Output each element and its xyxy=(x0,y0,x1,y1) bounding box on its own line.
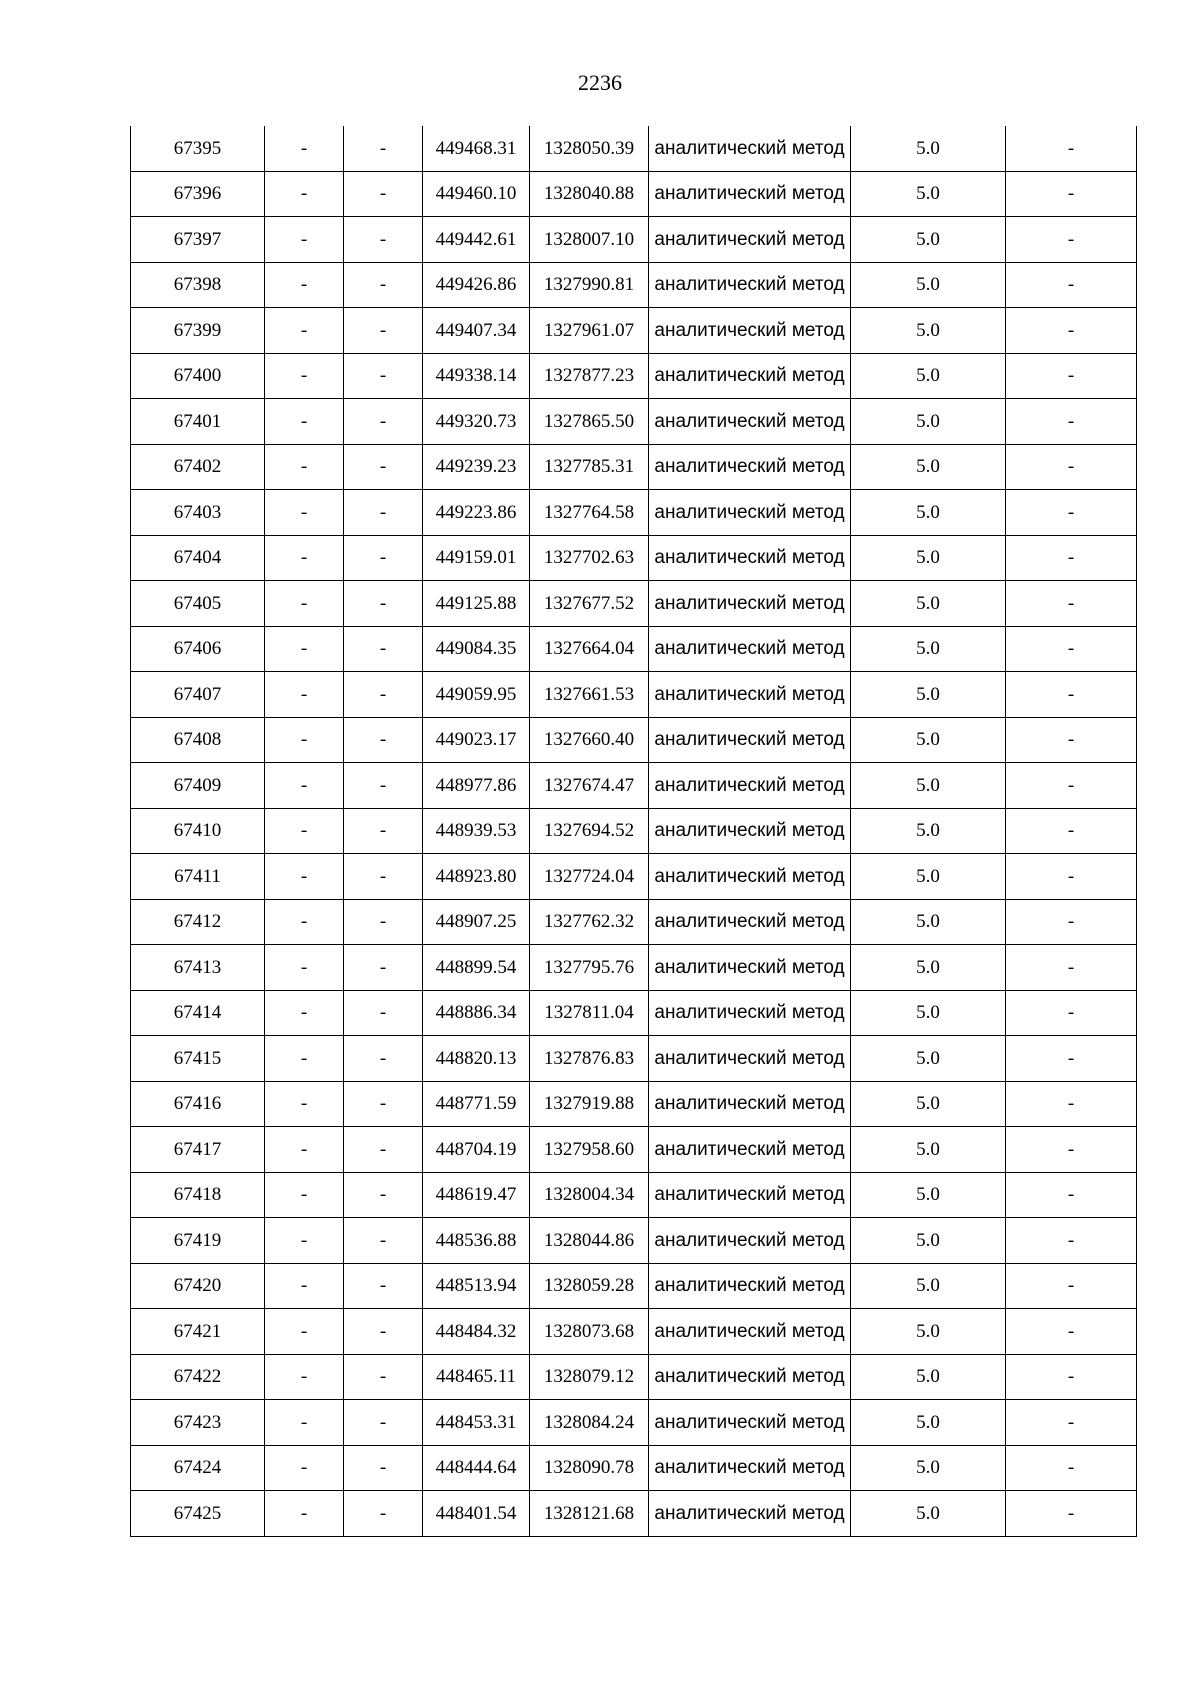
method-cell: аналитический метод xyxy=(649,1081,851,1127)
dash-cell-a: - xyxy=(265,581,344,627)
table-row xyxy=(131,717,1137,763)
note-cell: - xyxy=(1006,217,1137,263)
precision-cell: 5.0 xyxy=(851,1309,1006,1355)
note-cell: - xyxy=(1006,171,1137,217)
point-number-cell: 67400 xyxy=(131,353,265,399)
point-number-cell: 67424 xyxy=(131,1445,265,1491)
dash-cell-a: - xyxy=(265,262,344,308)
y-coordinate-cell: 1327795.76 xyxy=(530,945,649,991)
y-coordinate-cell: 1328121.68 xyxy=(530,1491,649,1537)
method-cell: аналитический метод xyxy=(649,626,851,672)
method-cell: аналитический метод xyxy=(649,353,851,399)
dash-cell-a: - xyxy=(265,1309,344,1355)
table-row xyxy=(131,171,1137,217)
x-coordinate-cell: 449023.17 xyxy=(423,717,530,763)
dash-cell-a: - xyxy=(265,717,344,763)
y-coordinate-cell: 1327660.40 xyxy=(530,717,649,763)
y-coordinate-cell: 1328050.39 xyxy=(530,126,649,171)
point-number-cell: 67402 xyxy=(131,444,265,490)
method-cell: аналитический метод xyxy=(649,1263,851,1309)
precision-cell: 5.0 xyxy=(851,626,1006,672)
note-cell: - xyxy=(1006,1309,1137,1355)
x-coordinate-cell: 449426.86 xyxy=(423,262,530,308)
dash-cell-b: - xyxy=(344,353,423,399)
dash-cell-b: - xyxy=(344,1491,423,1537)
dash-cell-a: - xyxy=(265,1036,344,1082)
method-cell: аналитический метод xyxy=(649,945,851,991)
y-coordinate-cell: 1328073.68 xyxy=(530,1309,649,1355)
note-cell: - xyxy=(1006,808,1137,854)
dash-cell-a: - xyxy=(265,808,344,854)
y-coordinate-cell: 1327785.31 xyxy=(530,444,649,490)
dash-cell-b: - xyxy=(344,1400,423,1446)
precision-cell: 5.0 xyxy=(851,1172,1006,1218)
table-row xyxy=(131,1445,1137,1491)
note-cell: - xyxy=(1006,1354,1137,1400)
y-coordinate-cell: 1327661.53 xyxy=(530,672,649,718)
dash-cell-a: - xyxy=(265,399,344,445)
y-coordinate-cell: 1328004.34 xyxy=(530,1172,649,1218)
point-number-cell: 67408 xyxy=(131,717,265,763)
precision-cell: 5.0 xyxy=(851,1263,1006,1309)
method-cell: аналитический метод xyxy=(649,672,851,718)
method-cell: аналитический метод xyxy=(649,262,851,308)
note-cell: - xyxy=(1006,1172,1137,1218)
note-cell: - xyxy=(1006,763,1137,809)
method-cell: аналитический метод xyxy=(649,444,851,490)
note-cell: - xyxy=(1006,444,1137,490)
method-cell: аналитический метод xyxy=(649,581,851,627)
page-number: 2236 xyxy=(578,70,622,95)
x-coordinate-cell: 449407.34 xyxy=(423,308,530,354)
method-cell: аналитический метод xyxy=(649,1491,851,1537)
precision-cell: 5.0 xyxy=(851,581,1006,627)
note-cell: - xyxy=(1006,581,1137,627)
precision-cell: 5.0 xyxy=(851,353,1006,399)
method-cell: аналитический метод xyxy=(649,1127,851,1173)
table-row xyxy=(131,990,1137,1036)
dash-cell-b: - xyxy=(344,854,423,900)
dash-cell-a: - xyxy=(265,626,344,672)
precision-cell: 5.0 xyxy=(851,1400,1006,1446)
x-coordinate-cell: 448619.47 xyxy=(423,1172,530,1218)
coordinates-table xyxy=(130,126,1137,1537)
table-row xyxy=(131,308,1137,354)
y-coordinate-cell: 1327990.81 xyxy=(530,262,649,308)
method-cell: аналитический метод xyxy=(649,490,851,536)
note-cell: - xyxy=(1006,945,1137,991)
dash-cell-a: - xyxy=(265,308,344,354)
table-row xyxy=(131,490,1137,536)
dash-cell-b: - xyxy=(344,217,423,263)
x-coordinate-cell: 448453.31 xyxy=(423,1400,530,1446)
precision-cell: 5.0 xyxy=(851,1445,1006,1491)
method-cell: аналитический метод xyxy=(649,854,851,900)
y-coordinate-cell: 1327876.83 xyxy=(530,1036,649,1082)
x-coordinate-cell: 449239.23 xyxy=(423,444,530,490)
y-coordinate-cell: 1327664.04 xyxy=(530,626,649,672)
table-row xyxy=(131,1309,1137,1355)
y-coordinate-cell: 1327865.50 xyxy=(530,399,649,445)
y-coordinate-cell: 1328084.24 xyxy=(530,1400,649,1446)
note-cell: - xyxy=(1006,1263,1137,1309)
y-coordinate-cell: 1328044.86 xyxy=(530,1218,649,1264)
precision-cell: 5.0 xyxy=(851,126,1006,171)
dash-cell-a: - xyxy=(265,490,344,536)
y-coordinate-cell: 1327702.63 xyxy=(530,535,649,581)
y-coordinate-cell: 1327674.47 xyxy=(530,763,649,809)
x-coordinate-cell: 448907.25 xyxy=(423,899,530,945)
x-coordinate-cell: 448886.34 xyxy=(423,990,530,1036)
method-cell: аналитический метод xyxy=(649,717,851,763)
note-cell: - xyxy=(1006,353,1137,399)
point-number-cell: 67413 xyxy=(131,945,265,991)
y-coordinate-cell: 1327811.04 xyxy=(530,990,649,1036)
precision-cell: 5.0 xyxy=(851,1491,1006,1537)
note-cell: - xyxy=(1006,1218,1137,1264)
table-row xyxy=(131,808,1137,854)
precision-cell: 5.0 xyxy=(851,171,1006,217)
x-coordinate-cell: 448771.59 xyxy=(423,1081,530,1127)
precision-cell: 5.0 xyxy=(851,444,1006,490)
note-cell: - xyxy=(1006,990,1137,1036)
method-cell: аналитический метод xyxy=(649,1036,851,1082)
dash-cell-a: - xyxy=(265,854,344,900)
note-cell: - xyxy=(1006,1036,1137,1082)
method-cell: аналитический метод xyxy=(649,171,851,217)
point-number-cell: 67397 xyxy=(131,217,265,263)
table-row xyxy=(131,1218,1137,1264)
table-row xyxy=(131,626,1137,672)
dash-cell-a: - xyxy=(265,763,344,809)
point-number-cell: 67419 xyxy=(131,1218,265,1264)
y-coordinate-cell: 1328040.88 xyxy=(530,171,649,217)
x-coordinate-cell: 448820.13 xyxy=(423,1036,530,1082)
point-number-cell: 67422 xyxy=(131,1354,265,1400)
dash-cell-a: - xyxy=(265,444,344,490)
dash-cell-b: - xyxy=(344,535,423,581)
note-cell: - xyxy=(1006,717,1137,763)
point-number-cell: 67395 xyxy=(131,126,265,171)
dash-cell-a: - xyxy=(265,1218,344,1264)
x-coordinate-cell: 449125.88 xyxy=(423,581,530,627)
point-number-cell: 67415 xyxy=(131,1036,265,1082)
y-coordinate-cell: 1327762.32 xyxy=(530,899,649,945)
dash-cell-b: - xyxy=(344,171,423,217)
table-row xyxy=(131,399,1137,445)
note-cell: - xyxy=(1006,490,1137,536)
x-coordinate-cell: 449159.01 xyxy=(423,535,530,581)
dash-cell-b: - xyxy=(344,399,423,445)
dash-cell-b: - xyxy=(344,126,423,171)
dash-cell-b: - xyxy=(344,945,423,991)
precision-cell: 5.0 xyxy=(851,262,1006,308)
x-coordinate-cell: 448923.80 xyxy=(423,854,530,900)
y-coordinate-cell: 1328079.12 xyxy=(530,1354,649,1400)
note-cell: - xyxy=(1006,262,1137,308)
dash-cell-a: - xyxy=(265,353,344,399)
method-cell: аналитический метод xyxy=(649,308,851,354)
x-coordinate-cell: 449442.61 xyxy=(423,217,530,263)
method-cell: аналитический метод xyxy=(649,990,851,1036)
dash-cell-b: - xyxy=(344,626,423,672)
point-number-cell: 67425 xyxy=(131,1491,265,1537)
table-row xyxy=(131,854,1137,900)
point-number-cell: 67405 xyxy=(131,581,265,627)
note-cell: - xyxy=(1006,1127,1137,1173)
dash-cell-b: - xyxy=(344,581,423,627)
table-row xyxy=(131,217,1137,263)
point-number-cell: 67423 xyxy=(131,1400,265,1446)
table-row xyxy=(131,1491,1137,1537)
dash-cell-b: - xyxy=(344,1172,423,1218)
y-coordinate-cell: 1327958.60 xyxy=(530,1127,649,1173)
precision-cell: 5.0 xyxy=(851,535,1006,581)
note-cell: - xyxy=(1006,126,1137,171)
dash-cell-b: - xyxy=(344,717,423,763)
precision-cell: 5.0 xyxy=(851,808,1006,854)
point-number-cell: 67406 xyxy=(131,626,265,672)
table-row xyxy=(131,262,1137,308)
method-cell: аналитический метод xyxy=(649,126,851,171)
dash-cell-b: - xyxy=(344,1309,423,1355)
x-coordinate-cell: 448536.88 xyxy=(423,1218,530,1264)
precision-cell: 5.0 xyxy=(851,1127,1006,1173)
note-cell: - xyxy=(1006,899,1137,945)
precision-cell: 5.0 xyxy=(851,217,1006,263)
point-number-cell: 67417 xyxy=(131,1127,265,1173)
dash-cell-a: - xyxy=(265,171,344,217)
method-cell: аналитический метод xyxy=(649,217,851,263)
point-number-cell: 67421 xyxy=(131,1309,265,1355)
table-row xyxy=(131,1127,1137,1173)
dash-cell-b: - xyxy=(344,308,423,354)
dash-cell-b: - xyxy=(344,444,423,490)
point-number-cell: 67401 xyxy=(131,399,265,445)
point-number-cell: 67411 xyxy=(131,854,265,900)
x-coordinate-cell: 448401.54 xyxy=(423,1491,530,1537)
method-cell: аналитический метод xyxy=(649,763,851,809)
dash-cell-a: - xyxy=(265,1445,344,1491)
precision-cell: 5.0 xyxy=(851,990,1006,1036)
point-number-cell: 67398 xyxy=(131,262,265,308)
x-coordinate-cell: 449338.14 xyxy=(423,353,530,399)
x-coordinate-cell: 448444.64 xyxy=(423,1445,530,1491)
note-cell: - xyxy=(1006,535,1137,581)
table-row xyxy=(131,763,1137,809)
table-row xyxy=(131,1036,1137,1082)
precision-cell: 5.0 xyxy=(851,854,1006,900)
point-number-cell: 67410 xyxy=(131,808,265,854)
note-cell: - xyxy=(1006,1400,1137,1446)
dash-cell-a: - xyxy=(265,990,344,1036)
precision-cell: 5.0 xyxy=(851,1036,1006,1082)
dash-cell-a: - xyxy=(265,1081,344,1127)
x-coordinate-cell: 449084.35 xyxy=(423,626,530,672)
table-body xyxy=(131,126,1137,1536)
dash-cell-a: - xyxy=(265,126,344,171)
dash-cell-a: - xyxy=(265,1263,344,1309)
table-row xyxy=(131,1172,1137,1218)
y-coordinate-cell: 1328007.10 xyxy=(530,217,649,263)
x-coordinate-cell: 449460.10 xyxy=(423,171,530,217)
point-number-cell: 67420 xyxy=(131,1263,265,1309)
table-row xyxy=(131,672,1137,718)
dash-cell-b: - xyxy=(344,1218,423,1264)
y-coordinate-cell: 1327764.58 xyxy=(530,490,649,536)
dash-cell-b: - xyxy=(344,1127,423,1173)
note-cell: - xyxy=(1006,672,1137,718)
note-cell: - xyxy=(1006,308,1137,354)
method-cell: аналитический метод xyxy=(649,1309,851,1355)
precision-cell: 5.0 xyxy=(851,1081,1006,1127)
dash-cell-a: - xyxy=(265,1127,344,1173)
x-coordinate-cell: 449223.86 xyxy=(423,490,530,536)
dash-cell-b: - xyxy=(344,262,423,308)
dash-cell-b: - xyxy=(344,1445,423,1491)
y-coordinate-cell: 1328090.78 xyxy=(530,1445,649,1491)
y-coordinate-cell: 1327724.04 xyxy=(530,854,649,900)
precision-cell: 5.0 xyxy=(851,1218,1006,1264)
method-cell: аналитический метод xyxy=(649,1445,851,1491)
table-row xyxy=(131,353,1137,399)
dash-cell-a: - xyxy=(265,945,344,991)
method-cell: аналитический метод xyxy=(649,899,851,945)
dash-cell-b: - xyxy=(344,899,423,945)
point-number-cell: 67414 xyxy=(131,990,265,1036)
table-row xyxy=(131,945,1137,991)
method-cell: аналитический метод xyxy=(649,1400,851,1446)
x-coordinate-cell: 448977.86 xyxy=(423,763,530,809)
dash-cell-b: - xyxy=(344,1081,423,1127)
y-coordinate-cell: 1327961.07 xyxy=(530,308,649,354)
x-coordinate-cell: 449320.73 xyxy=(423,399,530,445)
x-coordinate-cell: 449059.95 xyxy=(423,672,530,718)
point-number-cell: 67399 xyxy=(131,308,265,354)
dash-cell-a: - xyxy=(265,1354,344,1400)
dash-cell-b: - xyxy=(344,490,423,536)
precision-cell: 5.0 xyxy=(851,399,1006,445)
dash-cell-b: - xyxy=(344,1354,423,1400)
precision-cell: 5.0 xyxy=(851,763,1006,809)
method-cell: аналитический метод xyxy=(649,535,851,581)
table-row xyxy=(131,535,1137,581)
note-cell: - xyxy=(1006,626,1137,672)
dash-cell-b: - xyxy=(344,1263,423,1309)
note-cell: - xyxy=(1006,1491,1137,1537)
x-coordinate-cell: 448513.94 xyxy=(423,1263,530,1309)
point-number-cell: 67416 xyxy=(131,1081,265,1127)
point-number-cell: 67409 xyxy=(131,763,265,809)
y-coordinate-cell: 1327919.88 xyxy=(530,1081,649,1127)
x-coordinate-cell: 448704.19 xyxy=(423,1127,530,1173)
dash-cell-a: - xyxy=(265,1172,344,1218)
x-coordinate-cell: 448465.11 xyxy=(423,1354,530,1400)
note-cell: - xyxy=(1006,1081,1137,1127)
precision-cell: 5.0 xyxy=(851,672,1006,718)
table-row xyxy=(131,444,1137,490)
point-number-cell: 67403 xyxy=(131,490,265,536)
method-cell: аналитический метод xyxy=(649,399,851,445)
table-row xyxy=(131,1263,1137,1309)
point-number-cell: 67396 xyxy=(131,171,265,217)
note-cell: - xyxy=(1006,399,1137,445)
dash-cell-a: - xyxy=(265,1400,344,1446)
x-coordinate-cell: 449468.31 xyxy=(423,126,530,171)
dash-cell-a: - xyxy=(265,899,344,945)
dash-cell-b: - xyxy=(344,990,423,1036)
dash-cell-b: - xyxy=(344,808,423,854)
method-cell: аналитический метод xyxy=(649,1354,851,1400)
point-number-cell: 67418 xyxy=(131,1172,265,1218)
table-row xyxy=(131,1354,1137,1400)
y-coordinate-cell: 1327694.52 xyxy=(530,808,649,854)
dash-cell-b: - xyxy=(344,763,423,809)
x-coordinate-cell: 448484.32 xyxy=(423,1309,530,1355)
y-coordinate-cell: 1327877.23 xyxy=(530,353,649,399)
dash-cell-a: - xyxy=(265,217,344,263)
dash-cell-b: - xyxy=(344,672,423,718)
note-cell: - xyxy=(1006,1445,1137,1491)
dash-cell-b: - xyxy=(344,1036,423,1082)
table-row xyxy=(131,1081,1137,1127)
dash-cell-a: - xyxy=(265,1491,344,1537)
y-coordinate-cell: 1327677.52 xyxy=(530,581,649,627)
table-row xyxy=(131,581,1137,627)
note-cell: - xyxy=(1006,854,1137,900)
precision-cell: 5.0 xyxy=(851,308,1006,354)
method-cell: аналитический метод xyxy=(649,1218,851,1264)
precision-cell: 5.0 xyxy=(851,717,1006,763)
dash-cell-a: - xyxy=(265,672,344,718)
table-row xyxy=(131,126,1137,171)
precision-cell: 5.0 xyxy=(851,490,1006,536)
precision-cell: 5.0 xyxy=(851,945,1006,991)
point-number-cell: 67407 xyxy=(131,672,265,718)
method-cell: аналитический метод xyxy=(649,1172,851,1218)
point-number-cell: 67404 xyxy=(131,535,265,581)
table-row xyxy=(131,1400,1137,1446)
x-coordinate-cell: 448899.54 xyxy=(423,945,530,991)
precision-cell: 5.0 xyxy=(851,899,1006,945)
x-coordinate-cell: 448939.53 xyxy=(423,808,530,854)
dash-cell-a: - xyxy=(265,535,344,581)
point-number-cell: 67412 xyxy=(131,899,265,945)
table-row xyxy=(131,899,1137,945)
precision-cell: 5.0 xyxy=(851,1354,1006,1400)
y-coordinate-cell: 1328059.28 xyxy=(530,1263,649,1309)
method-cell: аналитический метод xyxy=(649,808,851,854)
